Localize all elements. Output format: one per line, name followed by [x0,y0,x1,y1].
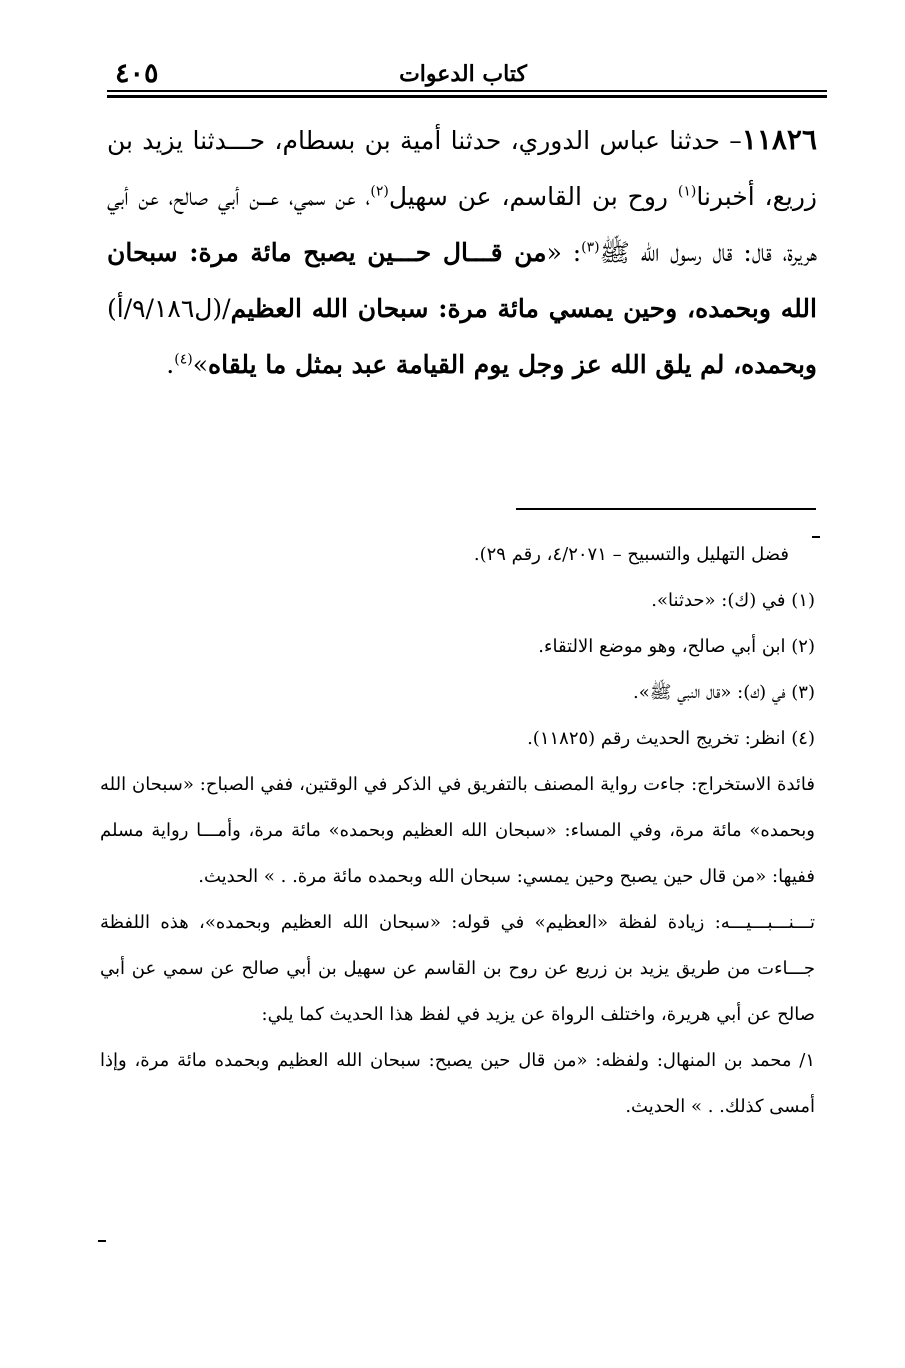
running-title: كتاب الدعوات [399,61,527,87]
footnote-1: (١) في (ك): «حدثنا». [651,590,815,611]
footnote-ref: (٣) [581,239,600,256]
footnote-paragraph: ١/ محمد بن المنهال: ولفظه: «من قال حين يصبح: سبحان الله العظيم وبحمده مائة مرة، وإذا أمسى كذلك. . » الحديث. [100,1050,816,1117]
footnote-4: (٤) انظر: تخريج الحديث رقم (١١٨٢٥). [527,728,815,749]
text-segment: : « [546,238,582,267]
hadith-text [107,112,817,393]
footnote-ref: (٤) [174,351,193,368]
text-segment: ، عن سمي، عـــن أبي صالح، عن أبي هريرة، قال: قال رسول الله ﷺ [107,182,817,267]
footnote-separator [516,508,816,510]
footnote-paragraph: تـــنـــبـــيـــه: زيادة لفظة «العظيم» في قوله: «سبحان الله العظيم وبحمده»، هذه اللفظة جـــاءت من طريق يزيد بن زريع عن روح بن القاسم عن سهيل بن أبي صالح عن سمي عن أبي صالح عن أبي هريرة، واختلف الرواة عن يزيد في لفظ هذا الحديث كما يلي: [100,912,815,1025]
page-header [107,52,819,92]
text-segment: – حدثنا عباس الدوري، حدثنا أمية بن بسطام، حـــدثنا يزيد بن زريع، أخبرنا [107,126,817,211]
footnote-ref: (١) [677,183,697,200]
footnote-3: (٣) في (ك): «قال النبي ﷺ». [632,682,815,703]
header-rule-thick [107,95,827,98]
text-segment: روح بن القاسم، عن سهيل [388,182,678,211]
text-segment: » [192,350,208,379]
footnote-continuation: فضل التهليل والتسبيح – ٤/٢٠٧١، رقم ٢٩). [473,544,789,565]
text-segment: . [166,350,175,379]
hadith-number: ١١٨٢٦ [741,123,817,156]
header-rule [107,90,827,92]
footnotes [100,532,815,1130]
margin-mark [98,1240,106,1242]
footnote-2: (٢) ابن أبي صالح، وهو موضع الالتقاء. [538,636,815,657]
hadith-matn: وبحمده، لم يلق الله عز وجل يوم القيامة عبد بمثل ما يلقاه [208,350,817,379]
footnote-paragraph: فائدة الاستخراج: جاءت رواية المصنف بالتفريق في الذكر في الوقتين، ففي الصباح: «سبحان الله وبحمده» مائة مرة، وفي المساء: «سبحان الله العظيم وبحمده» مائة مرة، وأمـــا رواية مسلم ففيها: «من قال حين يصبح وحين يمسي: سبحان الله وبحمده مائة مرة. . » الحديث. [100,774,815,887]
page-number: ٤٠٥ [115,58,159,89]
manuscript-ref: /(ل٩/١٨٦/أ) [107,294,231,323]
hadith-matn: من قـــال حـــين يصبح مائة مرة: سبحان الله وبحمده، وحين يمسي مائة مرة: سبحان الله العظيم [107,238,817,323]
footnote-ref: (٢) [370,183,389,200]
